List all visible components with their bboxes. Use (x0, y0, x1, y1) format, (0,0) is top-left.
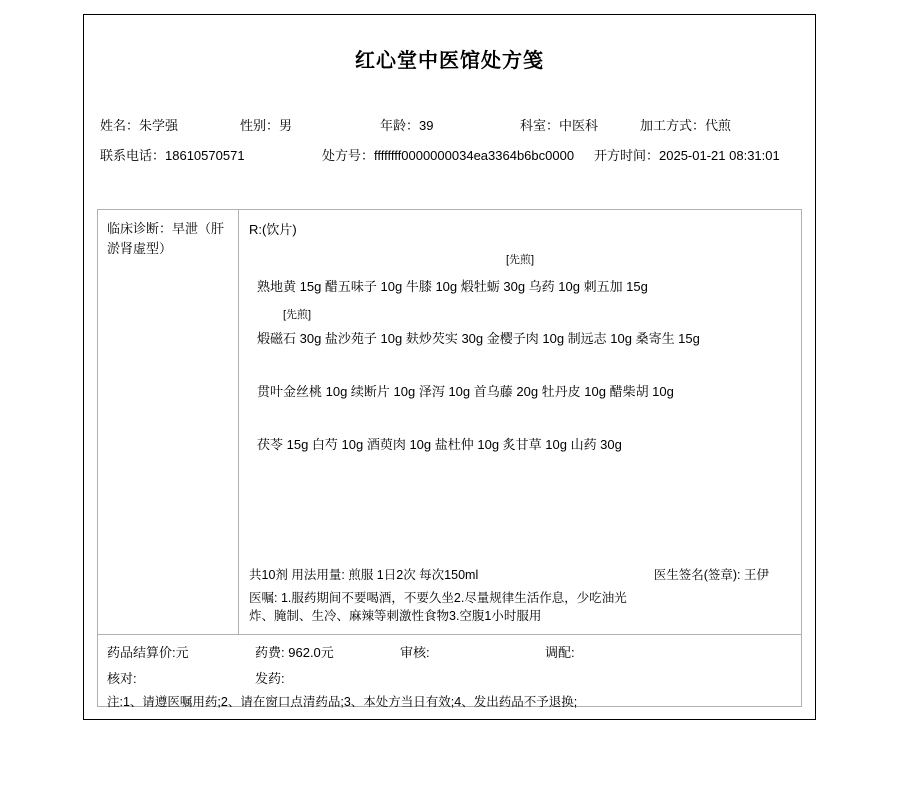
diagnosis-line-1: 临床诊断：早泄（肝 (107, 221, 225, 236)
field-process-method-label: 加工方式： (640, 118, 706, 133)
settlement-row-2 (107, 668, 791, 687)
field-prescription-number-value: ffffffff0000000034ea3364b6bc0000 (374, 148, 575, 163)
prescription-head: R:(饮片) (249, 222, 297, 237)
field-sex-value: 男 (279, 118, 293, 133)
field-phone (100, 145, 322, 164)
field-department (520, 115, 640, 134)
field-settlement-price-label: 药品结算价: (107, 645, 176, 660)
field-name (100, 115, 240, 134)
diagnosis-cell (98, 210, 239, 634)
field-prescription-number-label: 处方号： (322, 148, 375, 163)
field-check (107, 668, 255, 687)
patient-info-row-1 (100, 115, 799, 134)
field-process-method-value: 代煎 (705, 118, 732, 133)
field-name-label: 姓名： (100, 118, 140, 133)
field-medicine-fee (255, 642, 400, 661)
field-medicine-fee-value: 962.0元 (288, 645, 334, 660)
settlement-note: 注:1、请遵医嘱用药;2、请在窗口点清药品;3、本处方当日有效;4、发出药品不予退换; (107, 695, 578, 709)
field-issue (255, 668, 400, 687)
field-prescription-number (322, 145, 594, 164)
field-name-value: 朱学强 (139, 118, 179, 133)
field-process-method (640, 115, 731, 134)
field-issue-time-label: 开方时间： (594, 148, 660, 163)
patient-info-block (84, 115, 815, 164)
settlement-box (97, 634, 802, 707)
medical-advice-line-2: 炸、腌制、生冷、麻辣等刺激性食物3.空腹1小时服用 (249, 609, 542, 623)
field-dispense (545, 642, 575, 661)
field-dispense-label: 调配: (545, 645, 575, 660)
page-title: 红心堂中医馆处方笺 (355, 50, 544, 72)
prescription-body-box (97, 209, 802, 635)
usage-and-doctor-row (249, 565, 791, 583)
decoct-first-marker-1: [先煎] (505, 254, 535, 266)
field-settlement-price (107, 642, 255, 661)
field-phone-label: 联系电话： (100, 148, 166, 163)
field-issue-time-value: 2025-01-21 08:31:01 (659, 148, 780, 163)
drug-line-2: 煅磁石 30g 盐沙苑子 10g 麸炒芡实 30g 金樱子肉 10g 制远志 10g 桑寄生 15g (257, 331, 700, 346)
field-sex-label: 性别： (240, 118, 280, 133)
field-age-label: 年龄： (380, 118, 420, 133)
prescription-cell (239, 210, 801, 634)
drug-line-4: 茯苓 15g 白芍 10g 酒萸肉 10g 盐杜仲 10g 炙甘草 10g 山药 30g (257, 437, 622, 452)
drug-line-1: 熟地黄 15g 醋五味子 10g 牛膝 10g 煅牡蛎 30g 乌药 10g 刺五加 15g (257, 279, 648, 294)
field-phone-value: 18610570571 (165, 148, 245, 163)
field-department-label: 科室： (520, 118, 560, 133)
field-settlement-price-value: 元 (175, 645, 189, 660)
doctor-signature: 医生签名(签章): 王伊 (653, 568, 769, 582)
field-medicine-fee-label: 药费: (255, 645, 285, 660)
prescription-footer (249, 565, 791, 625)
field-check-label: 核对: (107, 671, 137, 686)
decoct-first-marker-2: [先煎] (283, 309, 312, 321)
settlement-row-1 (107, 642, 791, 661)
field-age-value: 39 (419, 118, 434, 133)
field-issue-label: 发药: (255, 671, 285, 686)
field-review (400, 642, 545, 661)
diagnosis-line-2: 淤肾虚型） (107, 241, 173, 256)
field-age (380, 115, 520, 134)
prescription-page (83, 14, 816, 720)
field-department-value: 中医科 (559, 118, 599, 133)
medical-advice-line-1: 医嘱: 1.服药期间不要喝酒，不要久坐2.尽量规律生活作息，少吃油光 (249, 591, 627, 605)
drug-line-3: 贯叶金丝桃 10g 续断片 10g 泽泻 10g 首乌藤 20g 牡丹皮 10g 醋柴胡 10g (257, 384, 674, 399)
medical-advice (249, 589, 791, 625)
patient-info-row-2 (100, 145, 799, 164)
usage-text: 共10剂 用法用量: 煎服 1日2次 每次150ml (249, 568, 479, 582)
field-sex (240, 115, 380, 134)
field-issue-time (594, 145, 780, 164)
field-review-label: 审核: (400, 645, 430, 660)
